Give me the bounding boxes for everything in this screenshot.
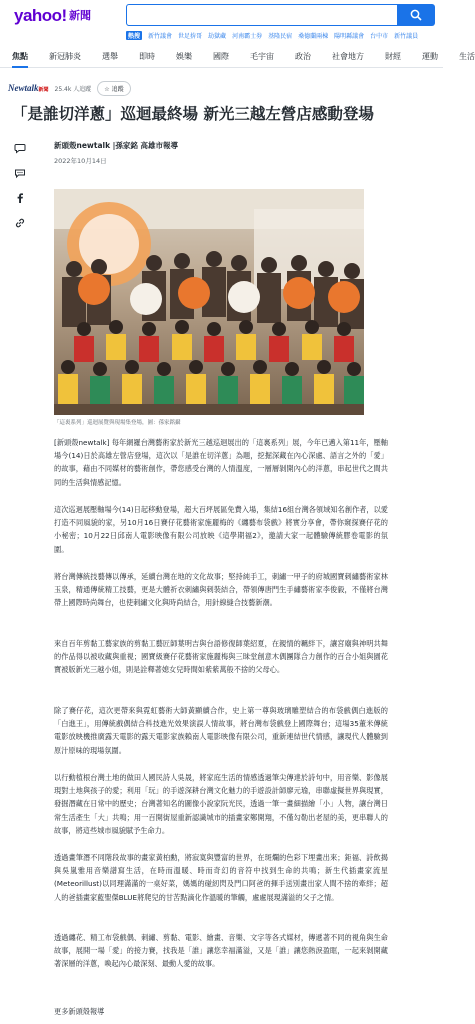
article-date: 2022年10月14日 — [54, 157, 107, 165]
article-byline: 新頭殼newtalk |孫家銘 高雄市報導 — [54, 141, 179, 150]
nav-item-focus[interactable]: 焦點 — [12, 46, 28, 68]
article-title: 「是誰切洋蔥」巡迴最終場 新光三越左營店感動登場 — [12, 105, 374, 123]
link-icon[interactable] — [14, 217, 26, 229]
article-paragraph: 來自百年剪黏工藝家族的剪黏工藝匠師葉明吉與台語修復師葉紹夏，在親情的羈絆下，讓宮廟與神明共舞的作品得以被收藏與重視；國寶級賽仔花藝術家施麗梅與三昧堂創意木偶團隊合力創作的百合小姐與園花寶被版新光三越小姐，則是詮釋著媳女兒時間如紫紫萬般不捨的父母心。 — [54, 639, 388, 675]
nav-item-election[interactable]: 選舉 — [102, 51, 118, 61]
comment-icon[interactable] — [14, 142, 26, 154]
article-photo — [54, 189, 364, 415]
nav-item-international[interactable]: 國際 — [213, 51, 229, 61]
nav-item-society[interactable]: 社會地方 — [332, 51, 364, 61]
trending-item[interactable]: 世足拚哥 — [178, 32, 203, 40]
nav-item-life[interactable]: 生活 — [459, 51, 475, 61]
trending-item[interactable]: 台中市 — [370, 32, 389, 40]
trending-item[interactable]: 河南霸士券 — [232, 32, 263, 40]
nav-item-sports[interactable]: 運動 — [422, 51, 438, 61]
facebook-icon[interactable] — [14, 192, 26, 204]
article-paragraph: 這次巡迴展壓軸場今(14)日起移動登場，超大百坪展區免費入場，集結16組台灣各領域知名創作者，以愛打造不同風貌的家，另10月16日賽仔花藝術家施麗梅的《纏藝布袋戲》將實分享會，帶你窺探賽仔花的小秘密；10月22日邱南人電影映像有限公司放映《這學期福2》，邀請大家一起體驗傳統膠卷電影的氛圍。 — [54, 505, 388, 554]
trending-item[interactable]: 桑德蘭兩棟 — [298, 32, 329, 40]
trending-item[interactable]: 新竹議員 — [394, 32, 419, 40]
nav-item-entertainment[interactable]: 娛樂 — [176, 51, 192, 61]
trending-item[interactable]: 基隆民宿 — [268, 32, 293, 40]
follow-count: 25.4k 人追蹤 — [54, 85, 92, 93]
event-group-photo — [54, 189, 364, 415]
more-newtalk-link[interactable]: 更多新頭殼報導 — [54, 1007, 105, 1016]
search-icon — [410, 9, 422, 21]
article-paragraph: 將台灣傳統技藝傳以傳承，延續台灣在地的文化故事；堅持純手工，刺繡一甲子的府城國寶刺繡藝術家林玉泉，精通傳統精工技藝，更是大體祈衣刺繡與刺裝結合，帶領傳唐門生手繡藝術家李俊毅，不僅將台灣帶上國際時尚舞台，也使刺繡文化與時尚結合，用針線縫合技藝新潮。 — [54, 572, 388, 608]
photo-caption: 「這裏系列」巡迴展覽與現場集登場，圖：孫家銘攝 — [54, 420, 181, 426]
nav-item-politics[interactable]: 政治 — [295, 51, 311, 61]
nav-item-finance[interactable]: 財經 — [385, 51, 401, 61]
nav-item-covid[interactable]: 新冠肺炎 — [49, 51, 81, 61]
source-bar — [8, 80, 131, 96]
trending-item[interactable]: 劫獄藏 — [208, 32, 227, 40]
top-bar — [0, 0, 443, 46]
follow-button[interactable]: ☆ 追蹤 — [97, 81, 130, 96]
trending-bar — [126, 29, 443, 41]
nav-item-realtime[interactable]: 即時 — [139, 51, 155, 61]
article-paragraph: 透過畫筆潛不同階段故事的畫家黃柏勳，將寂寞與豐富的世界，在斑爛的色彩下埋畫出來；鉅福、詩飲揭與吳嵐雅用音樂譜寫生活，在時而溫暖、時而奇幻的音符中找到生命的共鳴；新生代插畫家流星(Meteorillust)以同理滿滿的一桌好菜，媽媽的碰紉閃及門口阿爸的揮手送別畫出家人間不捨的牽絆；超人的爸插畫家藍聖傑BLUE將爬兒的甘苦點滴化作溫暖的筆觸，處處展現滿溢的父子之情。 — [54, 853, 388, 902]
emoji-reaction-icon[interactable] — [14, 167, 26, 179]
article-paragraph: 透過纏花、精工布袋戲偶、刺繡、剪黏、電影、繪畫、音樂、文字等各式媒材，傳遞著不同的視角與生命故事，展開一場「愛」的接力賽，找我是「誰」讓您幸福滿溢，又是「誰」讓您熱淚盈眶，一起來剝開藏著深層的洋蔥，喚起內心最深刻、最動人愛的故事。 — [54, 933, 388, 969]
trending-item[interactable]: 陽明縣議會 — [334, 32, 365, 40]
trending-item[interactable]: 新竹議會 — [148, 32, 173, 40]
nav-item-metaverse[interactable]: 毛宇宙 — [250, 51, 274, 61]
news-logo-label[interactable]: 新聞 — [69, 9, 91, 22]
newtalk-logo[interactable]: Newtalk新聞 — [8, 83, 49, 93]
search-input[interactable] — [126, 4, 398, 26]
article-paragraph: 以行動植根台灣土地的做田人國民詩人吳晟，將家庭生活的情感透過筆尖傳達於詩句中，用音樂、影像展現對土地與孩子的愛；利用「玩」的手遊深耕台灣文化魅力的手遊設計師廖元瑜，串聯虛擬世界與現實，發掘潛藏在日常中的歷史；台灣著知名的圖像小說家阮光民，透過一筆一畫細描繪「小」人物，讓台灣日常生活產生「大」共鳴；用一百開街屋重新認識城市的插畫家鄭開翔，不僅勾勒出老屋的美，更串聯人的故事，將這些城市風貌賦予生命力。 — [54, 773, 388, 835]
trending-tag: 熱搜 — [128, 32, 141, 40]
article-paragraph: 除了賽仔花，這次更帶來與霓虹藝術大師黃顯續合作，史上第一尊與玻璃雕塑結合的布袋戲偶白進版的「白進王」，用傳統戲偶結合科技進光效果演誤人情故事，將台灣布袋戲登上國際舞台；這場35董米傳統電影放映機推廣露天電影的露天電影家族賴南人電影映像有限公司，重新連結世代情感，讓現代人體驗到原汁原味的現場氛圍。 — [54, 706, 388, 755]
yahoo-logo[interactable]: yahoo! — [14, 6, 67, 25]
category-nav — [0, 46, 475, 68]
search-button[interactable] — [397, 4, 435, 26]
article-paragraph: [新頭殼newtalk] 每年網羅台灣藝術家於新光三越巡迴展出的「這裏系列」展，今年已邁入第11年，壓軸場今(14)日於高雄左營店登場，這次以「是誰在切洋蔥」為題，挖掘深藏在內心深處、語言之外的「愛」的故事，藉由不同媒材的藝術創作，帶您感受台灣的人情溫度，一層層剝開內心的洋蔥，串起世代之間共同的生活與情感記憶。 — [54, 438, 388, 487]
